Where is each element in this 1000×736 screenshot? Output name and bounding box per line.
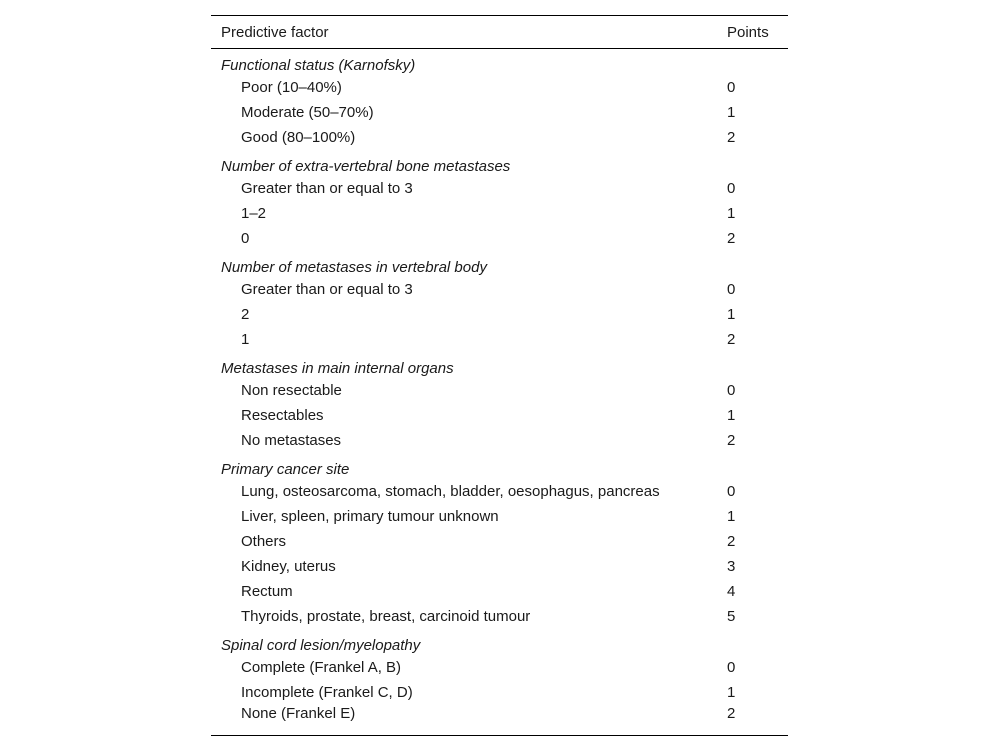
group-points-empty (727, 453, 788, 479)
table-row (211, 226, 788, 251)
points-value: 2 (727, 230, 736, 247)
group-row (211, 629, 788, 655)
points-value: 3 (727, 558, 736, 575)
group-points-empty (727, 150, 788, 176)
points-value: 2 (727, 705, 788, 736)
group-row (211, 49, 788, 76)
group-points-empty (727, 49, 788, 76)
table-row (211, 479, 788, 504)
points-value: 1 (727, 508, 736, 525)
group-row (211, 453, 788, 479)
factor-label: Liver, spleen, primary tumour unknown (241, 508, 499, 525)
factor-label: None (Frankel E) (211, 705, 727, 736)
table-row (211, 75, 788, 100)
factor-label: 2 (241, 306, 250, 323)
points-value: 0 (727, 180, 736, 197)
group-points-empty (727, 352, 788, 378)
header-predictive-factor: Predictive factor (211, 16, 727, 49)
group-title: Spinal cord lesion/myelopathy (221, 637, 421, 654)
table-row (211, 655, 788, 680)
table-row (211, 504, 788, 529)
header-row (211, 16, 788, 49)
points-value: 0 (727, 382, 736, 399)
factor-label: No metastases (241, 432, 342, 449)
factor-label: Lung, osteosarcoma, stomach, bladder, oesophagus, pancreas (241, 483, 660, 500)
group-row (211, 251, 788, 277)
table-row (211, 403, 788, 428)
group-title: Primary cancer site (221, 461, 350, 478)
factor-label: Resectables (241, 407, 324, 424)
table-row (211, 176, 788, 201)
table-header (211, 16, 788, 49)
table-row (211, 327, 788, 352)
header-points: Points (727, 16, 788, 49)
table-row (211, 428, 788, 453)
points-value: 0 (727, 281, 736, 298)
table-row (211, 277, 788, 302)
points-value: 2 (727, 533, 736, 550)
factor-label: Thyroids, prostate, breast, carcinoid tumour (241, 608, 531, 625)
points-value: 1 (727, 407, 736, 424)
table-row (211, 554, 788, 579)
group-title: Functional status (Karnofsky) (221, 57, 416, 74)
points-value: 4 (727, 583, 736, 600)
points-value: 0 (727, 483, 736, 500)
table-row (211, 100, 788, 125)
group-title: Number of extra-vertebral bone metastases (221, 158, 511, 175)
group-row (211, 150, 788, 176)
points-value: 0 (727, 659, 736, 676)
points-value: 2 (727, 432, 736, 449)
factor-label: Greater than or equal to 3 (241, 281, 413, 298)
factor-label: Kidney, uterus (241, 558, 336, 575)
group-title: Metastases in main internal organs (221, 360, 454, 377)
table-row (211, 125, 788, 150)
table-row (211, 529, 788, 554)
factor-label: Poor (10–40%) (241, 79, 342, 96)
points-value: 5 (727, 608, 736, 625)
table-row (211, 680, 788, 705)
factor-label: 0 (241, 230, 250, 247)
table-body (211, 49, 788, 736)
group-points-empty (727, 629, 788, 655)
group-title: Number of metastases in vertebral body (221, 259, 487, 276)
scoring-table (211, 15, 788, 736)
factor-label: Incomplete (Frankel C, D) (241, 684, 413, 701)
factor-label: Complete (Frankel A, B) (241, 659, 402, 676)
factor-label: Non resectable (241, 382, 342, 399)
points-value: 2 (727, 331, 736, 348)
points-value: 1 (727, 205, 736, 222)
points-value: 2 (727, 129, 736, 146)
factor-label: 1–2 (241, 205, 267, 222)
group-row (211, 352, 788, 378)
table-row (211, 378, 788, 403)
table-row (211, 302, 788, 327)
points-value: 1 (727, 684, 736, 701)
table-row (211, 579, 788, 604)
factor-label: Moderate (50–70%) (241, 104, 374, 121)
points-value: 0 (727, 79, 736, 96)
table-row (211, 705, 788, 736)
group-points-empty (727, 251, 788, 277)
factor-label: 1 (241, 331, 250, 348)
points-value: 1 (727, 104, 736, 121)
table-row (211, 604, 788, 629)
factor-label: Others (241, 533, 287, 550)
factor-label: Rectum (241, 583, 293, 600)
scoring-table-container (211, 15, 788, 736)
points-value: 1 (727, 306, 736, 323)
table-row (211, 201, 788, 226)
factor-label: Greater than or equal to 3 (241, 180, 413, 197)
factor-label: Good (80–100%) (241, 129, 356, 146)
